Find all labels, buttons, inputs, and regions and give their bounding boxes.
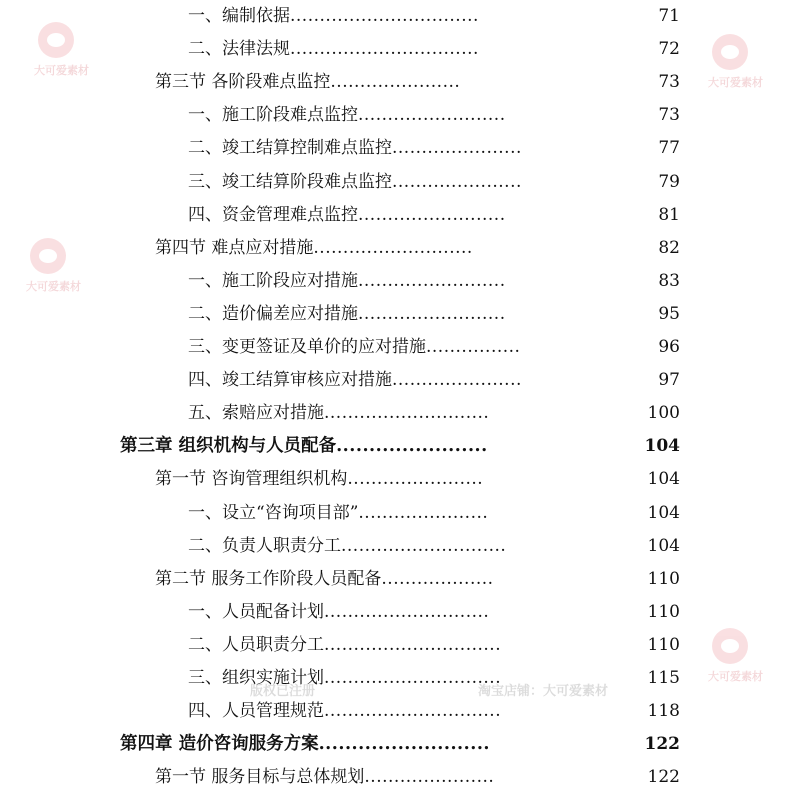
toc-entry-title: 三、竣工结算阶段难点监控: [188, 171, 392, 192]
toc-item-row[interactable]: [0, 695, 800, 728]
toc-entry-text: [188, 0, 479, 33]
toc-page-number: 122: [647, 767, 680, 788]
toc-item-row[interactable]: [0, 629, 800, 662]
toc-entry-title: 四、竣工结算审核应对措施: [188, 370, 392, 391]
toc-entry-title: 一、设立“咨询项目部”: [188, 502, 359, 523]
toc-page-number: 104: [647, 502, 680, 523]
toc-entry-title: 三、组织实施计划: [188, 668, 324, 688]
toc-section-row[interactable]: [0, 66, 800, 99]
toc-leader-dots: ...........................: [313, 237, 473, 258]
toc-page-number: 71: [658, 6, 680, 26]
toc-page-number: 115: [647, 668, 680, 688]
toc-entry-text: [188, 33, 479, 66]
toc-leader-dots: .......................: [347, 469, 484, 490]
watermark-brand-text: 大可爱素材: [34, 64, 89, 77]
watermark-shop-text: 淘宝店铺：大可爱素材: [478, 684, 609, 699]
toc-page-number: 95: [658, 303, 680, 324]
toc-leader-dots: .........................: [358, 270, 506, 291]
toc-entry-text: [155, 463, 483, 496]
watermark-brand-text: 大可爱素材: [26, 280, 81, 293]
toc-page-number: 79: [658, 171, 680, 192]
toc-entry-title: 一、人员配备计划: [188, 601, 324, 622]
toc-leader-dots: ......................: [358, 502, 489, 523]
toc-leader-dots: .......................: [336, 436, 488, 457]
toc-page-number: 82: [658, 237, 680, 258]
toc-page-number: 118: [647, 701, 680, 722]
toc-entry-title: 三、变更签证及单价的应对措施: [188, 337, 426, 357]
toc-entry-text: [188, 596, 489, 629]
toc-leader-dots: ......................: [392, 171, 522, 192]
toc-leader-dots: ......................: [392, 138, 522, 159]
toc-leader-dots: ................................: [290, 6, 479, 26]
toc-entry-text: [188, 298, 506, 331]
toc-page-number: 110: [647, 634, 680, 655]
toc-item-row[interactable]: [0, 397, 800, 430]
toc-entry-title: 一、施工阶段应对措施: [188, 270, 358, 291]
toc-entry-text: [188, 265, 506, 298]
toc-page-number: 104: [647, 535, 680, 556]
toc-leader-dots: ..........................: [318, 734, 490, 755]
toc-page-number: 100: [647, 403, 680, 424]
toc-page-number: 97: [658, 370, 680, 391]
toc-page-number: 77: [658, 138, 680, 159]
toc-entry-text: [188, 331, 520, 364]
toc-entry-text: [188, 695, 501, 728]
toc-entry-text: [155, 761, 494, 794]
toc-entry-text: [188, 364, 522, 397]
toc-leader-dots: ...................: [381, 568, 494, 589]
toc-item-row[interactable]: [0, 298, 800, 331]
toc-item-row[interactable]: [0, 132, 800, 165]
toc-entry-title: 五、索赔应对措施: [188, 403, 324, 424]
toc-entry-text: [188, 199, 506, 232]
toc-page-number: 104: [644, 436, 680, 457]
toc-entry-text: [155, 66, 460, 99]
toc-entry-title: 第三节 各阶段难点监控: [155, 72, 331, 93]
toc-item-row[interactable]: [0, 0, 800, 33]
toc-entry-title: 二、法律法规: [188, 39, 290, 60]
toc-section-row[interactable]: [0, 232, 800, 265]
toc-entry-text: [188, 397, 489, 430]
toc-entry-text: [188, 132, 522, 165]
toc-item-row[interactable]: [0, 331, 800, 364]
toc-leader-dots: ..............................: [324, 701, 502, 722]
toc-chapter-row[interactable]: [0, 430, 800, 463]
toc-page-number: 72: [658, 39, 680, 60]
toc-page-number: 81: [658, 204, 680, 225]
toc-entry-text: [188, 166, 522, 199]
toc-item-row[interactable]: [0, 662, 800, 695]
toc-entry-title: 一、施工阶段难点监控: [188, 105, 358, 126]
watermark-notice-text: 版权已注册: [250, 684, 316, 699]
toc-item-row[interactable]: [0, 364, 800, 397]
toc-leader-dots: ..............................: [324, 668, 502, 688]
toc-item-row[interactable]: [0, 199, 800, 232]
toc-entry-text: [188, 662, 501, 695]
toc-entry-title: 二、竣工结算控制难点监控: [188, 138, 392, 159]
toc-leader-dots: .........................: [358, 303, 506, 324]
toc-page-number: 73: [658, 105, 680, 126]
toc-leader-dots: ............................: [324, 601, 490, 622]
toc-entry-title: 第一节 服务目标与总体规划: [155, 767, 365, 788]
toc-entry-text: [188, 497, 488, 530]
toc-entry-title: 第三章 组织机构与人员配备: [120, 436, 337, 457]
toc-entry-text: [155, 232, 473, 265]
toc-entry-text: [188, 530, 506, 563]
toc-chapter-row[interactable]: [0, 728, 800, 761]
watermark-brand-text: 大可爱素材: [708, 670, 763, 683]
toc-entry-title: 二、造价偏差应对措施: [188, 303, 358, 324]
toc-page-number: 110: [647, 568, 680, 589]
toc-leader-dots: ................................: [290, 39, 479, 60]
toc-entry-title: 二、人员职责分工: [188, 634, 324, 655]
toc-entry-title: 一、编制依据: [188, 6, 290, 26]
toc-entry-text: [120, 728, 490, 761]
toc-entry-title: 第二节 服务工作阶段人员配备: [155, 568, 382, 589]
toc-item-row[interactable]: [0, 166, 800, 199]
toc-page-number: 104: [647, 469, 680, 490]
toc-item-row[interactable]: [0, 99, 800, 132]
toc-leader-dots: .........................: [358, 105, 506, 126]
toc-page-number: 83: [658, 270, 680, 291]
toc-leader-dots: ............................: [324, 403, 490, 424]
toc-entry-title: 四、资金管理难点监控: [188, 204, 358, 225]
toc-page-number: 96: [658, 337, 680, 357]
toc-entry-title: 第四节 难点应对措施: [155, 237, 314, 258]
toc-item-row[interactable]: [0, 596, 800, 629]
toc-entry-title: 二、负责人职责分工: [188, 535, 341, 556]
toc-section-row[interactable]: [0, 463, 800, 496]
toc-item-row[interactable]: [0, 497, 800, 530]
toc-page-number: 73: [658, 72, 680, 93]
toc-entry-text: [188, 629, 501, 662]
toc-leader-dots: ......................: [330, 72, 461, 93]
toc-leader-dots: .........................: [358, 204, 506, 225]
toc-leader-dots: ..............................: [324, 634, 502, 655]
toc-item-row[interactable]: [0, 530, 800, 563]
toc-leader-dots: ................: [426, 337, 521, 357]
toc-entry-title: 第一节 咨询管理组织机构: [155, 469, 348, 490]
toc-section-row[interactable]: [0, 563, 800, 596]
toc-entry-text: [120, 430, 488, 463]
toc-item-row[interactable]: [0, 33, 800, 66]
watermark-brand-text: 大可爱素材: [708, 76, 763, 89]
toc-item-row[interactable]: [0, 265, 800, 298]
toc-leader-dots: ......................: [392, 370, 522, 391]
toc-section-row[interactable]: [0, 761, 800, 794]
toc-entry-text: [188, 99, 506, 132]
toc-entry-text: [155, 563, 494, 596]
toc-page-number: 110: [647, 601, 680, 622]
toc-page-number: 122: [644, 734, 680, 755]
toc-entry-title: 第四章 造价咨询服务方案: [120, 734, 319, 755]
toc-leader-dots: ............................: [341, 535, 507, 556]
toc-leader-dots: ......................: [364, 767, 495, 788]
toc-entry-title: 四、人员管理规范: [188, 701, 324, 722]
